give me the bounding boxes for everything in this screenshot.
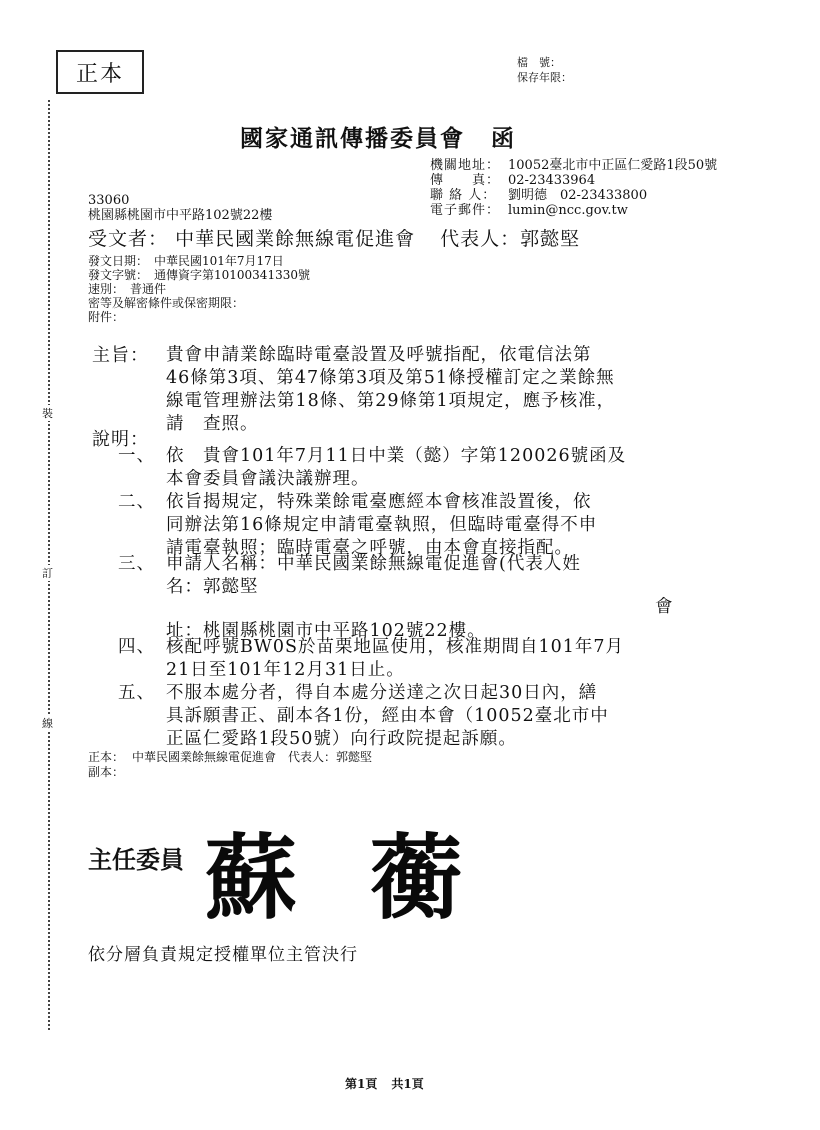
explanation-item-1 [166, 445, 626, 491]
fax-label: 傳 真： [430, 173, 501, 188]
agency-address: 10052臺北市中正區仁愛路1段50號 [508, 158, 718, 173]
signature-char-2: 蘅 [370, 824, 463, 932]
item-number: 三、 [118, 554, 155, 574]
total-pages: 共1頁 [391, 1077, 424, 1091]
contact-block [430, 158, 717, 218]
item-line: 依 貴會101年7月11日中業（懿）字第120026號函及 [166, 446, 627, 466]
item-line: 依旨揭規定，特殊業餘電臺應經本會核准設置後，依 [166, 492, 592, 512]
recipient-label: 受文者： [88, 228, 169, 250]
explanation-label: 說明： [92, 429, 149, 450]
retention-label: 保存年限： [517, 71, 572, 84]
original-recipient-label: 正本： [88, 750, 125, 764]
explanation-item-2 [166, 491, 597, 560]
subject-line: 貴會申請業餘臨時電臺設置及呼號指配，依電信法第 [166, 345, 592, 365]
agency-name: 國家通訊傳播委員會 [240, 125, 465, 152]
item-number: 四、 [118, 637, 155, 657]
binding-char-middle: 訂 [42, 567, 53, 580]
document-title [240, 120, 516, 153]
item-line: 不服本處分者，得自本處分送達之次日起30日內，繕 [166, 683, 598, 703]
item-line: 本會委員會議決議辦理。 [166, 469, 370, 489]
explanation-item-5 [166, 682, 609, 751]
subject-line: 46條第3項、第47條第3項及第51條授權訂定之業餘無 [166, 368, 615, 388]
copy-recipient-label: 副本： [88, 765, 125, 779]
current-page: 第1頁 [345, 1077, 378, 1091]
signer-title: 主任委員 [88, 845, 184, 874]
delivery-speed: 速別： 普通件 [88, 282, 167, 296]
recipient-rep: 代表人：郭懿堅 [440, 228, 581, 250]
signature-char-1: 蘇 [205, 824, 298, 932]
recipient-address: 桃園縣桃園市中平路102號22樓 [88, 208, 273, 223]
subject-text [166, 344, 615, 436]
item-number: 二、 [118, 492, 155, 512]
page-number [345, 1075, 438, 1092]
document-type: 函 [491, 125, 516, 152]
item-number: 五、 [118, 683, 155, 703]
item-line: 申請人名稱：中華民國業餘無線電促進會(代表人姓 [166, 554, 581, 574]
explanation-item-3 [166, 553, 581, 599]
address-label: 機關地址： [430, 158, 501, 173]
subject-label: 主旨： [92, 345, 149, 366]
original-copy-stamp: 正本 [56, 50, 144, 94]
item-number: 一、 [118, 446, 155, 466]
item-line: 名：郭懿堅 [166, 577, 259, 597]
explanation-item-4 [166, 636, 624, 682]
recipient-line [88, 224, 580, 251]
item-line: 核配呼號BW0S於苗栗地區使用，核准期間自101年7月 [166, 637, 625, 657]
item-line: 請電臺執照；臨時電臺之呼號，由本會直接指配。 [166, 538, 573, 558]
recipient-address-block [88, 193, 272, 223]
issue-date: 發文日期： 中華民國101年7月17日 [88, 254, 284, 268]
zip-code: 33060 [88, 193, 130, 208]
delegation-note: 依分層負責規定授權單位主管決行 [88, 945, 358, 965]
document-meta [88, 254, 310, 324]
item-3-trailing-char: 會 [655, 597, 674, 617]
binding-char-top: 裝 [42, 407, 53, 420]
item-line: 21日至101年12月31日止。 [166, 660, 405, 680]
contact-person-label: 聯 絡 人： [430, 188, 497, 203]
fax-number: 02-23433964 [508, 173, 596, 188]
item-line: 具訴願書正、副本各1份，經由本會（10052臺北市中 [166, 706, 609, 726]
file-number-label: 檔 號： [517, 56, 561, 69]
item-3-continuation: 址：桃園縣桃園市中平路102號22樓。 [166, 621, 486, 641]
email-label: 電子郵件： [430, 203, 501, 218]
binding-char-bottom: 線 [42, 717, 53, 730]
subject-line: 請 查照。 [166, 414, 259, 434]
recipient-org: 中華民國業餘無線電促進會 [175, 228, 416, 250]
item-line: 正區仁愛路1段50號）向行政院提起訴願。 [166, 729, 517, 749]
subject-line: 線電管理辦法第18條、第29條第1項規定，應予核准， [166, 391, 616, 411]
secrecy-level: 密等及解密條件或保密期限： [88, 296, 245, 310]
contact-person: 劉明德 02-23433800 [508, 188, 648, 203]
issue-number: 發文字號： 通傳資字第10100341330號 [88, 268, 310, 282]
distribution-block [88, 750, 372, 780]
attachment: 附件： [88, 310, 125, 324]
original-recipient: 中華民國業餘無線電促進會 代表人：郭懿堅 [132, 750, 373, 764]
item-line: 同辦法第16條規定申請電臺執照，但臨時電臺得不申 [166, 515, 598, 535]
email-address: lumin@ncc.gov.tw [508, 203, 628, 218]
